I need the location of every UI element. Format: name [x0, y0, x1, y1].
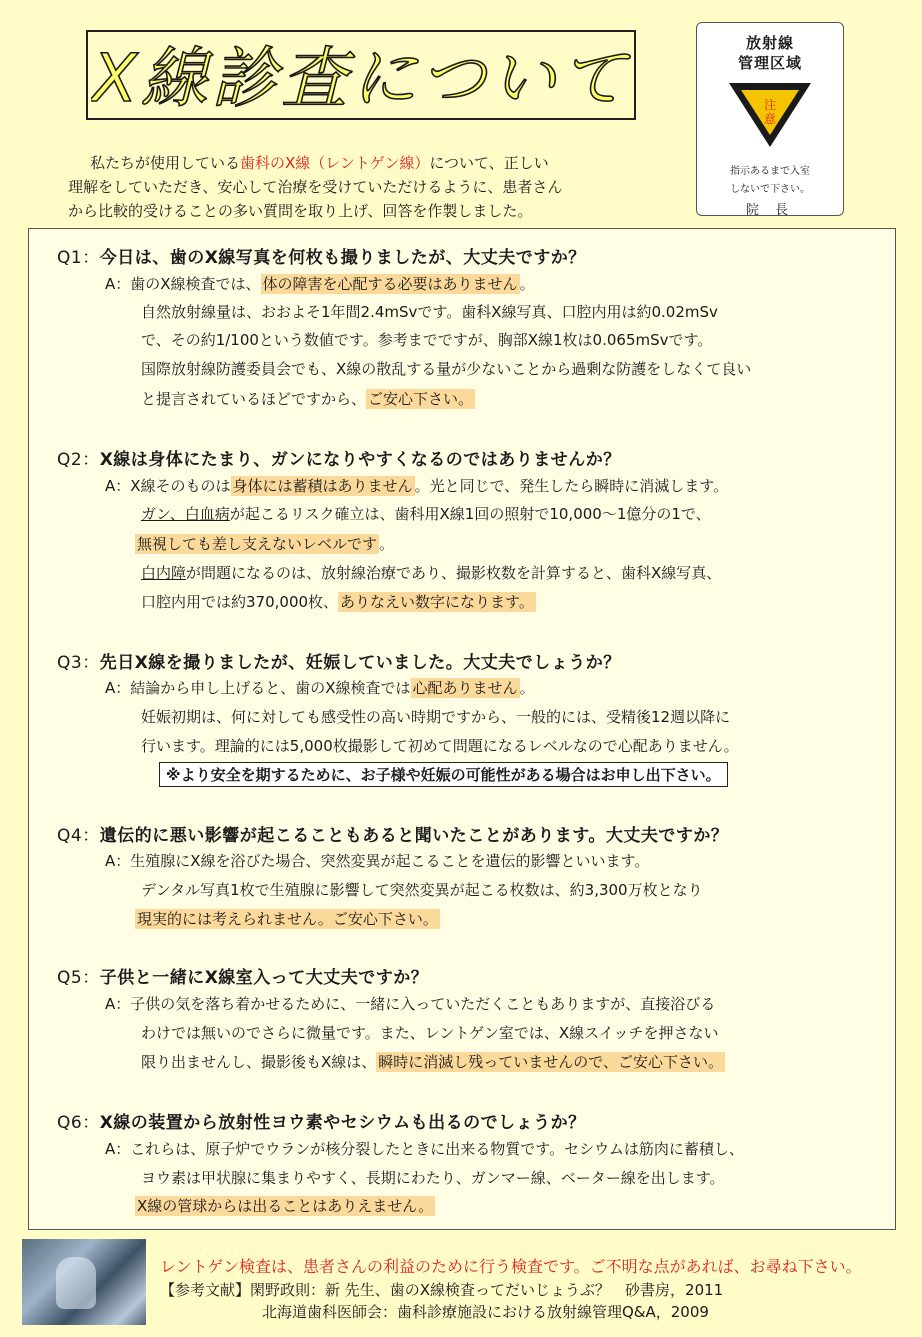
sign-note-2: しないで下さい。 [730, 184, 810, 195]
footer-reference-2: 北海道歯科医師会：歯科診療施設における放射線管理Q&A，2009 [262, 1303, 709, 1321]
footer-reference-1: 【参考文献】閑野政則：新 先生、歯のX線検査ってだいじょうぶ？ 砂書房，2011 [160, 1281, 724, 1299]
answer-2-line-3: 無視しても差し支えないレベルです 。 [137, 535, 395, 553]
answer-3-line-1: A：結論から申し上げると、歯のX線検査では 心配ありません 。 [105, 679, 535, 697]
answer-5-line-2: わけでは無いのでさらに微量です。また、レントゲン室では、X線スイッチを押さない [141, 1024, 719, 1042]
answer-4-line-1: A：生殖腺にX線を浴びた場合、突然変異が起こることを遺伝的影響といいます。 [105, 852, 650, 870]
answer-6-line-3: X線の管球からは出ることはありえません。 [137, 1197, 434, 1215]
answer-1-line-2: 自然放射線量は、おおよそ1年間2.4mSvです。歯科X線写真、口腔内用は約0.02mSv [141, 303, 718, 321]
question-1: Q1：今日は、歯のX線写真を何枚も撮りましたが、大丈夫ですか？ [57, 248, 586, 268]
intro-line-1: 私たちが使用している歯科のX線（レントゲン線）について、正しい [90, 154, 549, 172]
footer-notice: レントゲン検査は、患者さんの利益のために行う検査です。ご不明な点があれば、お尋ね下さい。 [160, 1257, 862, 1276]
dental-xray-image [22, 1239, 146, 1325]
intro-paragraph [68, 151, 678, 223]
answer-2-line-2: ガン、白血病が起こるリスク確立は、歯科用X線1回の照射で10,000～1億分の1で、 [141, 505, 711, 523]
question-5: Q5：子供と一緒にX線室入って大丈夫ですか？ [57, 968, 429, 988]
safety-note-box: ※より安全を期するために、お子様や妊娠の可能性がある場合はお申し出下さい。 [159, 762, 728, 787]
question-4: Q4：遺伝的に悪い影響が起こることもあると聞いたことがあります。大丈夫ですか？ [57, 826, 729, 846]
intro-line-3: から比較的受けることの多い質問を取り上げ、回答を作製しました。 [68, 202, 533, 220]
answer-2-line-5: 口腔内用では約370,000枚、 ありなえい数字になります。 [141, 593, 534, 611]
page-title-text: X線診査について [92, 40, 630, 117]
answer-2-line-4: 白内障が問題になるのは、放射線治療であり、撮影枚数を計算すると、歯科X線写真、 [141, 564, 722, 582]
answer-3-line-3: 行います。理論的には5,000枚撮影して初めて問題になるレベルなので心配ありません。 [141, 737, 739, 755]
answer-6-line-2: ヨウ素は甲状腺に集まりやすく、長期にわたり、ガンマー線、ベーター線を出します。 [141, 1169, 725, 1187]
answer-1-line-5: と提言されているほどですから、 ご安心下さい。 [141, 390, 474, 408]
answer-5-line-1: A：子供の気を落ち着かせるために、一緒に入っていただくこともありますが、直接浴びる [105, 995, 716, 1013]
question-3: Q3：先日X線を撮りましたが、妊娠していました。大丈夫でしょうか？ [57, 653, 621, 673]
answer-6-line-1: A：これらは、原子炉でウランが核分裂したときに出来る物質です。セシウムは筋肉に蓄積し、 [105, 1140, 744, 1158]
answer-3-line-2: 妊娠初期は、何に対しても感受性の高い時期ですから、一般的には、受精後12週以降に [141, 708, 731, 726]
triangle-char-1: 注 [763, 98, 777, 112]
intro-line-2: 理解をしていただき、安心して治療を受けていただけるように、患者さん [68, 178, 563, 196]
answer-2-line-1: A：X線そのものは 身体には蓄積はありません 。光と同じで、発生したら瞬時に消滅します。 [105, 477, 729, 495]
page-title [91, 33, 631, 117]
sign-heading-2: 管理区域 [737, 54, 802, 72]
answer-1-line-1: A：歯のX線検査では、 体の障害を心配する必要はありません 。 [105, 275, 535, 293]
warning-triangle-icon [725, 79, 815, 151]
title-box [86, 30, 636, 120]
question-2: Q2：X線は身体にたまり、ガンになりやすくなるのではありませんか？ [57, 450, 621, 470]
answer-4-line-3: 現実的には考えられません。ご安心下さい。 [137, 910, 438, 928]
answer-4-line-2: デンタル写真1枚で生殖腺に影響して突然変異が起こる枚数は、約3,300万枚となり [141, 881, 703, 899]
triangle-char-2: 意 [763, 112, 777, 126]
radiation-area-sign [696, 22, 844, 216]
answer-5-line-3: 限り出ませんし、撮影後もX線は、 瞬時に消滅し残っていませんので、ご安心下さい。 [141, 1053, 723, 1071]
answer-1-line-3: で、その約1/100という数値です。参考までですが、胸部X線1枚は0.065mSvです。 [141, 331, 713, 349]
sign-heading-1: 放射線 [745, 34, 794, 52]
sign-signature: 院 長 [745, 203, 795, 218]
answer-1-line-4: 国際放射線防護委員会でも、X線の散乱する量が少ないことから過剰な防護をしなくて良い [141, 360, 752, 378]
question-6: Q6：X線の装置から放射性ヨウ素やセシウムも出るのでしょうか？ [57, 1113, 586, 1133]
sign-note-1: 指示あるまで入室 [730, 166, 810, 177]
qa-panel [28, 228, 896, 1230]
